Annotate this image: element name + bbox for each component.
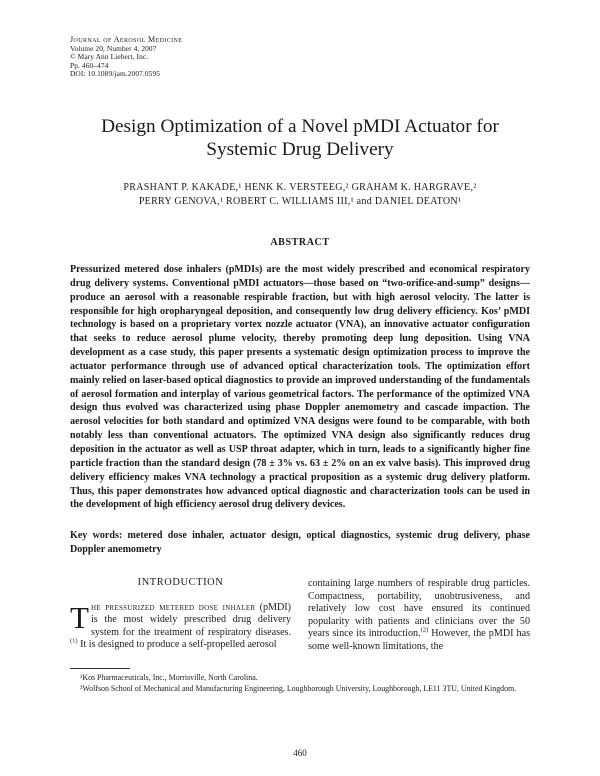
footnote-2: ²Wolfson School of Mechanical and Manufacturing Engineering, Loughborough University, Loughborough, LE11 3TU, United Kingdom. <box>80 683 517 693</box>
footnotes <box>70 673 530 694</box>
author-list <box>70 181 530 209</box>
journal-header <box>70 36 182 79</box>
abstract-body: Pressurized metered dose inhalers (pMDIs) are the most widely prescribed and economical respiratory drug delivery systems. Conventional pMDI actuators—those based on “two-orifice-and-sump” designs—produce an aerosol with a reasonable respirable fraction, but with high aerosol velocity. The latter is responsible for high oropharyngeal deposition, and consequently low drug delivery efficiency. Kos’ pMDI technology is based on a proprietary vortex nozzle actuator (VNA), an innovative actuator configuration that seeks to reduce aerosol plume velocity, thereby promoting deep lung deposition. Using VNA development as a case study, this paper presents a systematic design optimization process to improve the actuator performance through use of advanced optical characterization tools. The optimization effort mainly relied on laser-based optical diagnostics to provide an improved understanding of the fundamentals of aerosol formation and interplay of various geometrical factors. The performance of the optimized VNA design thus evolved was characterized using phase Doppler anemometry and cascade impaction. The aerosol velocities for both standard and optimized VNA designs were found to be comparable, with both notably less than conventional actuators. The optimized VNA design also significantly reduces drug deposition in the actuator as well as USP throat adapter, which in turn, leads to a significantly higher fine particle fraction than the standard design (78 ± 3% vs. 63 ± 2% on an ex valve basis). This improved drug delivery efficiency makes VNA technology a practical proposition as a systemic drug delivery platform. Thus, this paper demonstrates how advanced optical diagnostic and characterization tools can be used in the development of high efficiency aerosol drug delivery devices. <box>70 264 530 511</box>
journal-copyright: © Mary Ann Liebert, Inc. <box>70 52 149 62</box>
footnote-1: ¹Kos Pharmaceuticals, Inc., Morrisville, North Carolina. <box>80 673 258 682</box>
intro-text-a: (pMDI) is the most widely prescribed drug delivery system for the treatment of respiratory diseases. <box>90 601 291 638</box>
lead-smallcaps: he pressurized metered dose inhaler <box>90 601 256 613</box>
drop-cap: T <box>70 599 89 635</box>
paper-title <box>70 115 530 161</box>
intro-text-b: It is designed to produce a self-propelled aerosol <box>77 639 277 651</box>
title-line-1: Design Optimization of a Novel pMDI Actuator for <box>101 116 499 137</box>
introduction-right-column <box>308 578 530 654</box>
journal-pages: Pp. 460–474 <box>70 60 109 70</box>
intro-right-text-b: However, the pMDI has some well-known limitations, the <box>308 628 530 652</box>
authors-line-2: PERRY GENOVA,¹ ROBERT C. WILLIAMS III,¹ and DANIEL DEATON¹ <box>138 196 462 207</box>
title-line-2: Systemic Drug Delivery <box>206 139 394 160</box>
authors-line-1: PRASHANT P. KAKADE,¹ HENK K. VERSTEEG,² GRAHAM K. HARGRAVE,² <box>123 182 477 193</box>
introduction-text <box>70 599 291 652</box>
introduction-left-column <box>70 577 291 652</box>
journal-name: Journal of Aerosol Medicine <box>70 35 183 44</box>
journal-doi: DOI: 10.1089/jam.2007.0595 <box>70 69 161 79</box>
citation-1: (1) <box>70 638 78 646</box>
footnote-divider <box>70 668 130 669</box>
citation-2: (2) <box>420 627 429 635</box>
keywords: Key words: metered dose inhaler, actuator design, optical diagnostics, systemic drug delivery, phase Doppler anemometry <box>70 530 530 555</box>
page-number: 460 <box>293 748 307 758</box>
intro-right-text-a: containing large numbers of respirable drug particles. Compactness, portability, unobtrusiveness, and relatively low cost have ensured its continued popularity with patients and clinicians over the 50 years since its introduction. <box>308 578 530 640</box>
introduction-heading: INTRODUCTION <box>137 577 224 588</box>
journal-volume: Volume 20, Number 4, 2007 <box>70 43 157 53</box>
abstract-heading: ABSTRACT <box>270 237 330 248</box>
